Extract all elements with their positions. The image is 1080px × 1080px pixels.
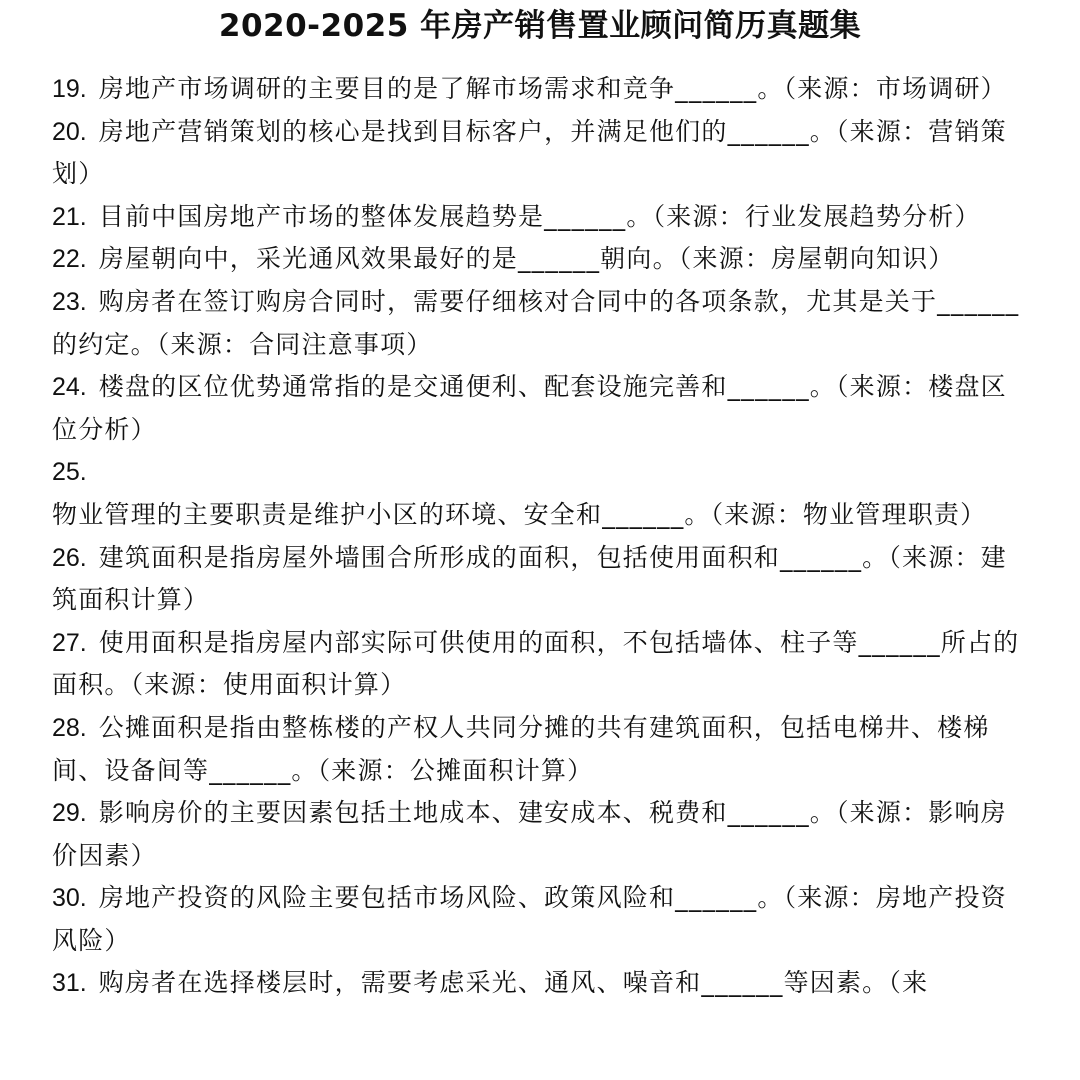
question-item bbox=[52, 877, 1022, 962]
question-text: 影响房价的主要因素包括土地成本、建安成本、税费和______。（来源：影响房价因素） bbox=[52, 798, 1007, 870]
question-text: 建筑面积是指房屋外墙围合所形成的面积，包括使用面积和______。（来源：建筑面积计算） bbox=[52, 542, 1007, 615]
question-number: 27. bbox=[52, 628, 87, 657]
question-text: 房地产市场调研的主要目的是了解市场需求和竞争______。（来源：市场调研） bbox=[98, 74, 1007, 103]
question-item bbox=[52, 281, 1022, 366]
question-text: 房地产营销策划的核心是找到目标客户，并满足他们的______。（来源：营销策划） bbox=[52, 116, 1007, 189]
question-item bbox=[52, 111, 1022, 196]
question-item bbox=[52, 792, 1022, 877]
document-title: 2020-2025 年房产销售置业顾问简历真题集 bbox=[218, 8, 862, 44]
question-number: 28. bbox=[52, 713, 87, 742]
question-item bbox=[52, 451, 1022, 536]
question-number: 30. bbox=[52, 884, 87, 913]
question-number: 25. bbox=[52, 458, 87, 487]
question-text: 购房者在选择楼层时，需要考虑采光、通风、噪音和______等因素。（来 bbox=[98, 968, 929, 998]
question-number: 19. bbox=[52, 75, 87, 103]
question-number: 26. bbox=[52, 543, 87, 572]
question-text: 目前中国房地产市场的整体发展趋势是______。（来源：行业发展趋势分析） bbox=[98, 201, 981, 231]
question-number: 23. bbox=[52, 287, 87, 316]
question-number: 22. bbox=[52, 245, 87, 274]
question-number: 24. bbox=[52, 373, 87, 402]
question-text: 公摊面积是指由整栋楼的产权人共同分摊的共有建筑面积，包括电梯井、楼梯间、设备间等______。（来源：公摊面积计算） bbox=[52, 712, 990, 785]
question-number: 29. bbox=[52, 799, 87, 828]
question-text: 房屋朝向中，采光通风效果最好的是______朝向。（来源：房屋朝向知识） bbox=[98, 244, 955, 274]
question-item bbox=[52, 962, 1022, 1005]
question-number: 20. bbox=[52, 117, 87, 146]
question-item bbox=[52, 68, 1022, 111]
question-number: 21. bbox=[52, 202, 87, 231]
question-text: 购房者在签订购房合同时，需要仔细核对合同中的各项条款，尤其是关于______的约定。（来源：合同注意事项） bbox=[52, 286, 1020, 359]
question-item bbox=[52, 707, 1022, 792]
question-item bbox=[52, 366, 1022, 451]
question-text: 房地产投资的风险主要包括市场风险、政策风险和______。（来源：房地产投资风险） bbox=[52, 883, 1007, 955]
question-text: 使用面积是指房屋内部实际可供使用的面积，不包括墙体、柱子等______所占的面积。（来源：使用面积计算） bbox=[52, 627, 1020, 700]
question-item bbox=[52, 622, 1022, 707]
question-list bbox=[52, 68, 1022, 1005]
question-item bbox=[52, 537, 1022, 622]
question-item bbox=[52, 238, 1022, 281]
question-text: 楼盘的区位优势通常指的是交通便利、配套设施完善和______。（来源：楼盘区位分析） bbox=[52, 372, 1007, 444]
question-number: 31. bbox=[52, 969, 87, 998]
question-item bbox=[52, 196, 1022, 239]
question-text: 物业管理的主要职责是维护小区的环境、安全和______。（来源：物业管理职责） bbox=[52, 499, 987, 529]
